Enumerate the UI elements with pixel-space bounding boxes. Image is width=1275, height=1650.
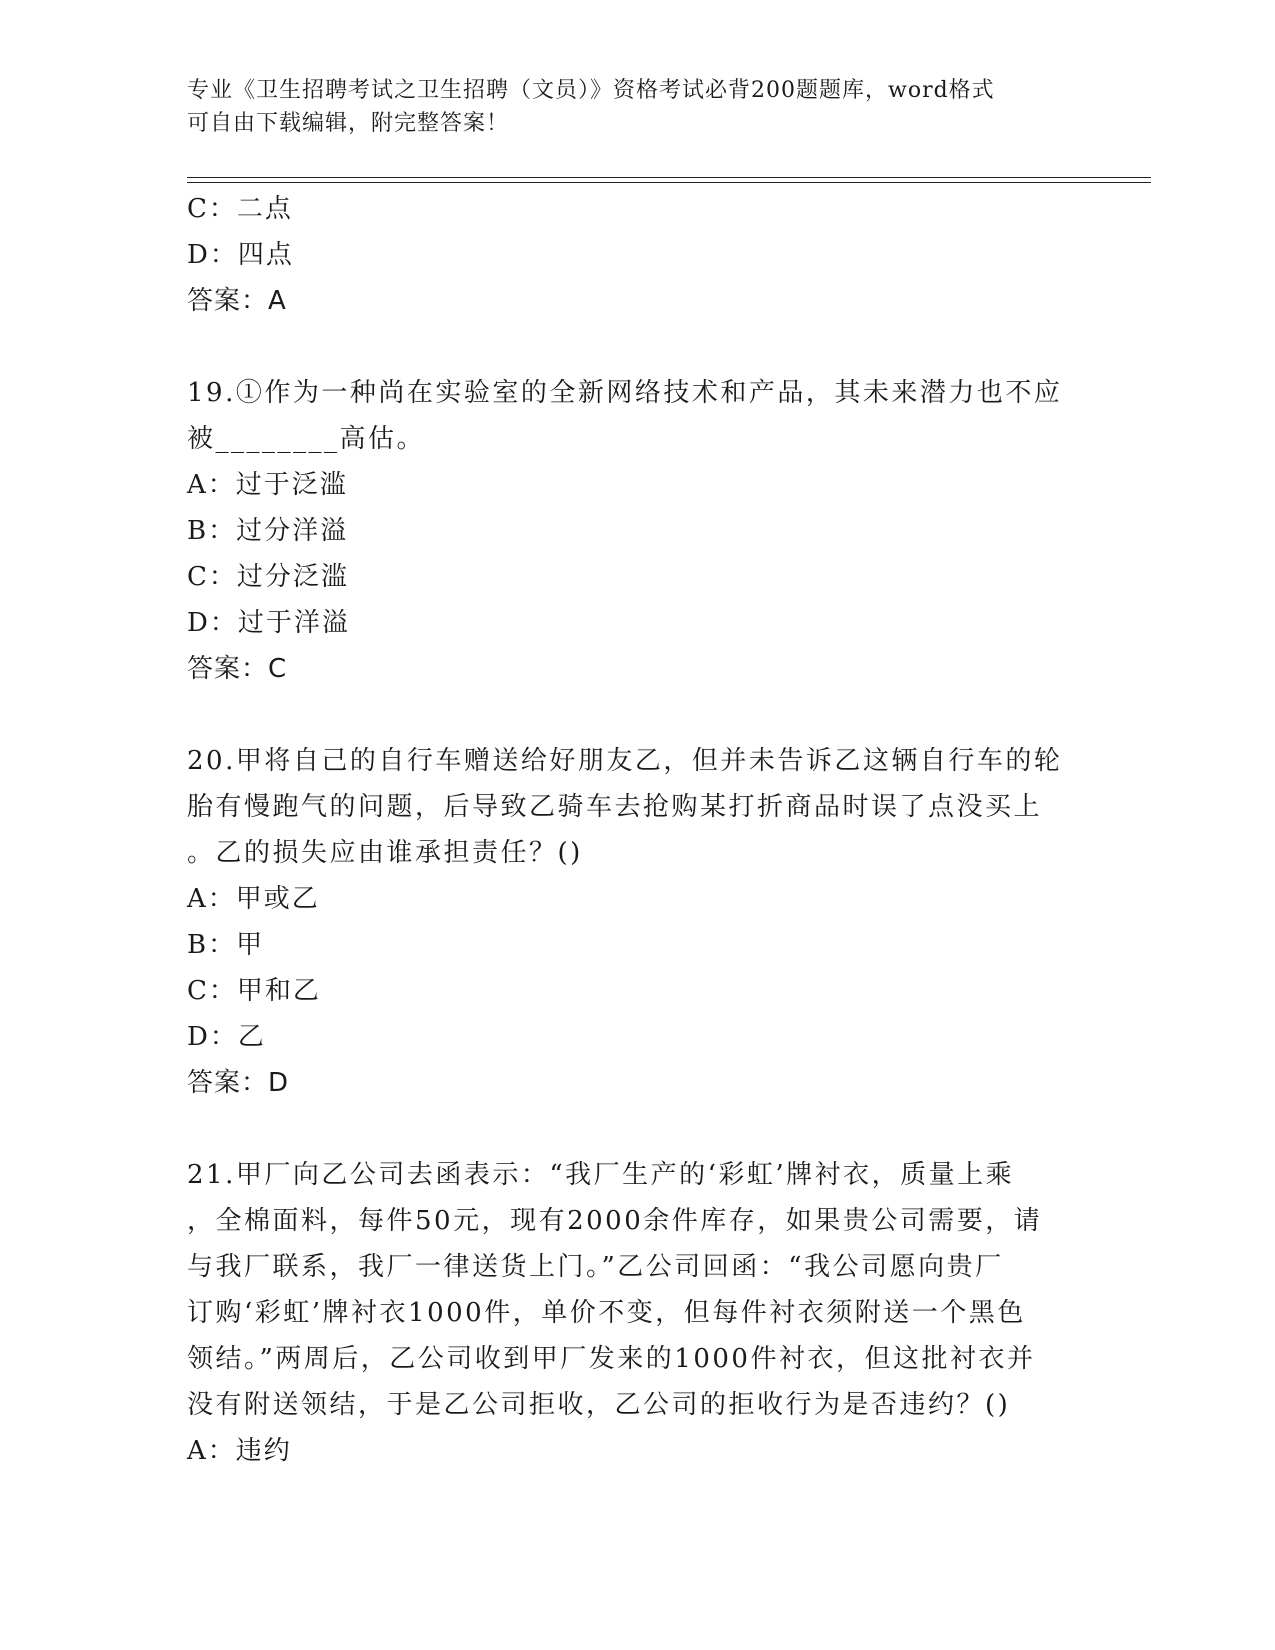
header-rule-top: [187, 177, 1151, 178]
option-line: D：过于洋溢: [187, 608, 350, 638]
question-text-line: ，全棉面料，每件50元，现有2000余件库存，如果贵公司需要，请: [187, 1206, 1043, 1236]
option-line: D：四点: [187, 240, 294, 270]
question-text-line: 20.甲将自己的自行车赠送给好朋友乙，但并未告诉乙这辆自行车的轮: [187, 746, 1063, 776]
document-header: [187, 74, 1077, 140]
option-line: C：甲和乙: [187, 976, 321, 1006]
option-line: C：过分泛滥: [187, 562, 349, 592]
header-line-2: 可自由下载编辑，附完整答案！: [187, 111, 510, 136]
answer-line: 答案：A: [187, 286, 287, 316]
question-text-line: 。乙的损失应由谁承担责任？(): [187, 838, 583, 868]
option-line: D：乙: [187, 1022, 266, 1052]
option-line: C：二点: [187, 194, 293, 224]
question-text-line: 领结。”两周后，乙公司收到甲厂发来的1000件衬衣，但这批衬衣并: [187, 1344, 1036, 1374]
header-line-1: 专业《卫生招聘考试之卫生招聘（文员）》资格考试必背200题题库，word格式: [187, 78, 995, 103]
question-20: [187, 738, 1087, 1106]
question-21: [187, 1152, 1087, 1474]
question-text-line: 21.甲厂向乙公司去函表示：“我厂生产的‘彩虹’牌衬衣，质量上乘: [187, 1160, 1015, 1190]
question-19: [187, 370, 1087, 692]
option-line: A：违约: [187, 1436, 292, 1466]
answer-line: 答案：D: [187, 1068, 290, 1098]
question-text-line: 胎有慢跑气的问题，后导致乙骑车去抢购某打折商品时误了点没买上: [187, 792, 1043, 822]
option-line: A：过于泛滥: [187, 470, 348, 500]
option-line: A：甲或乙: [187, 884, 320, 914]
question-text-line: 没有附送领结，于是乙公司拒收，乙公司的拒收行为是否违约？(): [187, 1390, 1011, 1420]
answer-line: 答案：C: [187, 654, 288, 684]
option-line: B：过分洋溢: [187, 516, 349, 546]
question-text-line: 订购‘彩虹’牌衬衣1000件，单价不变，但每件衬衣须附送一个黑色: [187, 1298, 1026, 1328]
question-text-line: 被________高估。: [187, 424, 426, 454]
question-text-line: 19.①作为一种尚在实验室的全新网络技术和产品，其未来潜力也不应: [187, 378, 1063, 408]
header-rule-bottom: [187, 182, 1151, 183]
option-line: B：甲: [187, 930, 265, 960]
page-content: [187, 186, 1087, 1474]
question-text-line: 与我厂联系，我厂一律送货上门。”乙公司回函：“我公司愿向贵厂: [187, 1252, 1004, 1282]
